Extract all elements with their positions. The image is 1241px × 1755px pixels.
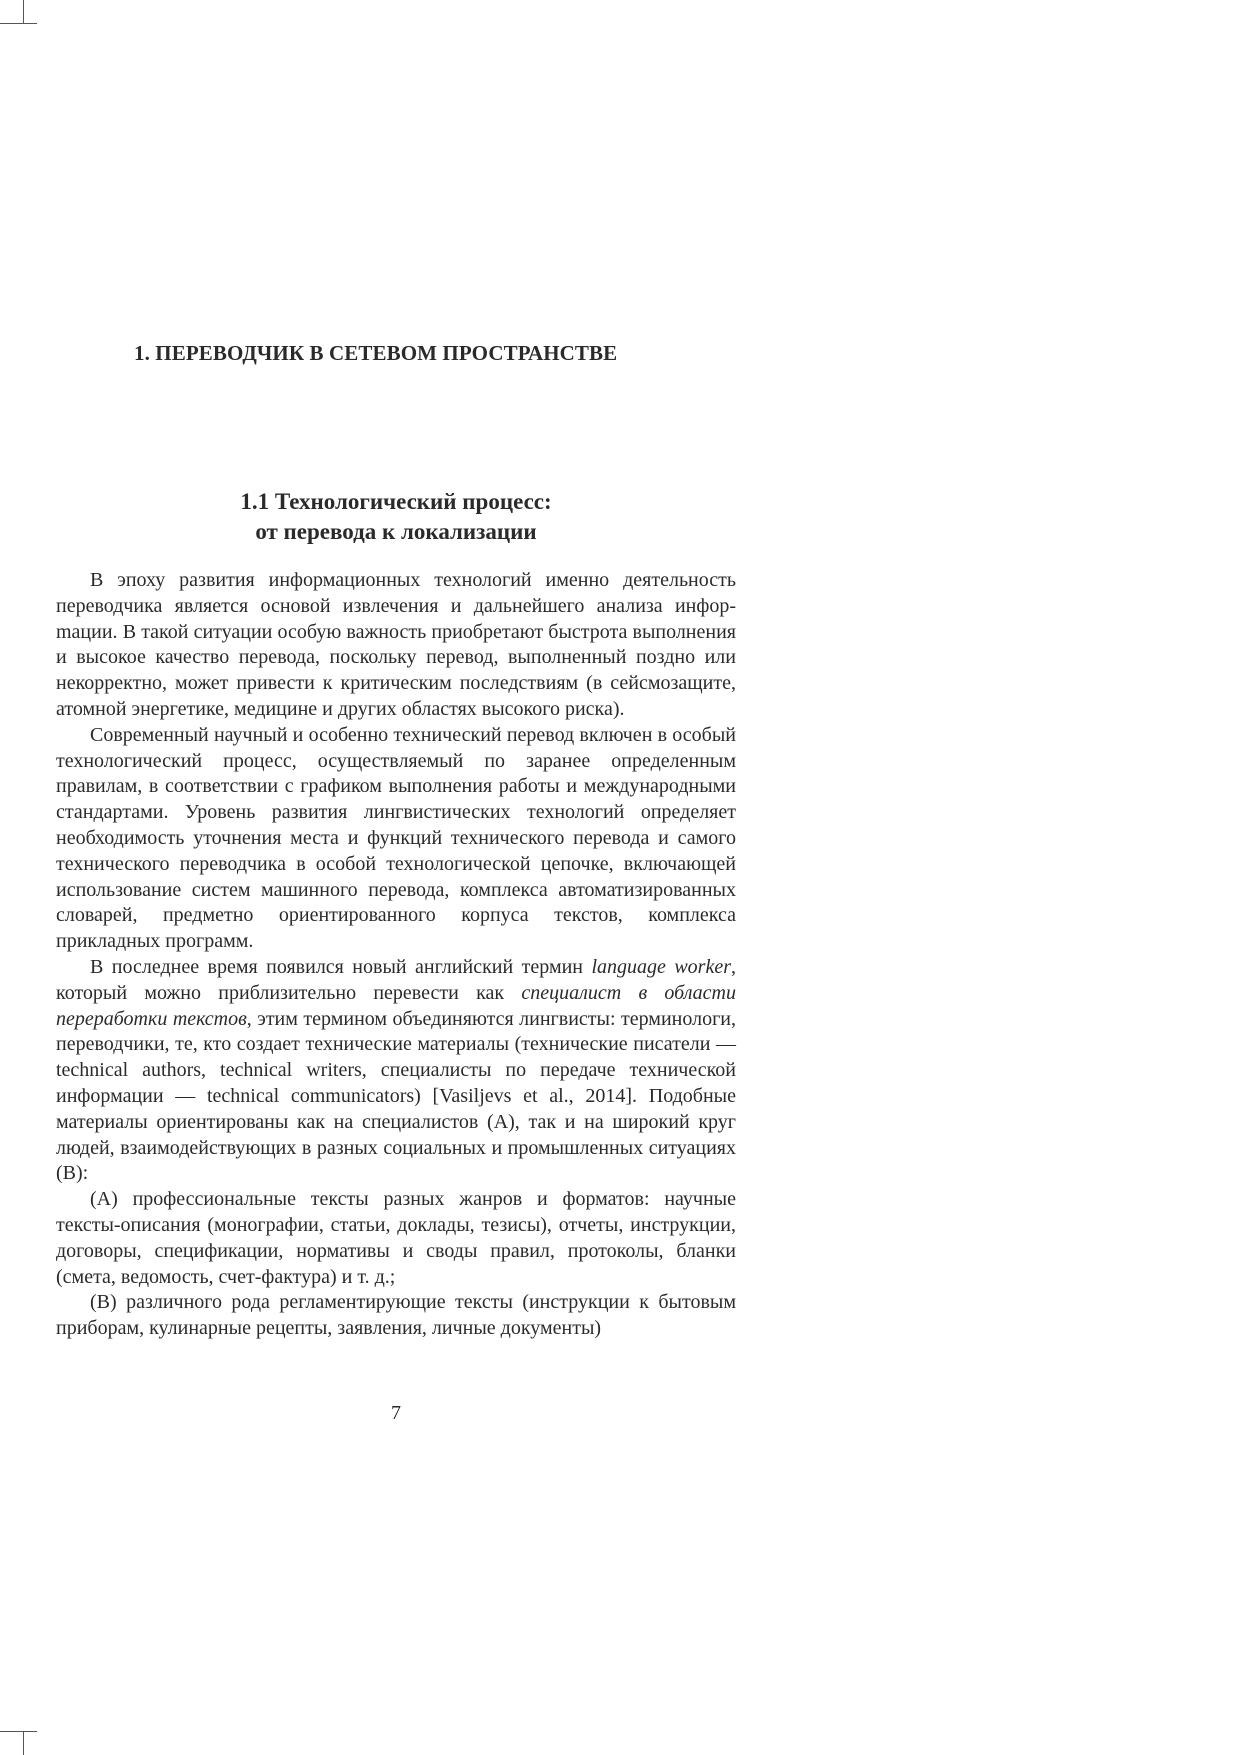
page-number: 7 [391, 1402, 401, 1424]
body-text [56, 568, 736, 1342]
paragraph-4 [56, 1187, 736, 1290]
paragraph-text: , этим термином объединяются лингвисты: терминологи, переводчики, те, кто создает технические материалы (технические писатели — technical authors, technical writers, специалисты по передаче технической информации — technical communicators) [Vasiljevs et al., 2014]. Подобные материалы ориентированы как на специалистов (А), так и на широкий круг людей, взаимодействующих в разных социальных и промышленных ситуациях (В): [56, 1007, 736, 1185]
section-title [56, 487, 736, 547]
term-language-worker: language worker [591, 955, 731, 978]
paragraph-text: В последнее время появился новый английский термин [90, 955, 592, 978]
paragraph-2 [56, 723, 736, 955]
paragraph-text: Современный научный и особенно технический перевод включен в особый технологический процесс, осуществляемый по заранее определенным правилам, в соответствии с графиком выполнения работы и международными стандартами. Уровень развития лингвистических технологий определяет необходимость уточнения места и функций технического перевода и самого технического переводчика в особой технологической цепочке, включающей использование систем машинного перевода, комплекса автоматизированных словарей, предметно ориентированного корпуса текстов, комплекса прикладных программ. [56, 723, 736, 953]
crop-mark-top-left-horizontal [0, 23, 37, 24]
paragraph-5 [56, 1290, 736, 1342]
paragraph-text: , который можно приблизительно перевести как [56, 955, 736, 1004]
crop-mark-bottom-left-vertical [23, 1731, 24, 1755]
paragraph-3 [56, 955, 736, 1187]
paragraph-text: (В) различного рода регламентирующие тексты (инструкции к бытовым приборам, кулинарные рецепты, заявления, личные документы) [56, 1291, 736, 1340]
section-title-line-1: 1.1 Технологический процесс: [240, 489, 552, 514]
paragraph-text: В эпоху развития информационных технологий именно деятельность переводчика является основой извлечения и дальнейшего анализа инфорmации. В такой ситуации особую важность приобретают быстрота выполнения и высокое качество перевода, поскольку перевод, выполненный поздно или некорректно, может привести к критическим последствиям (в сейсмозащите, атомной энергетике, медицине и других областях высокого риска). [56, 569, 736, 720]
section-title-line-2: от перевода к локализации [255, 519, 537, 544]
crop-mark-top-left-vertical [23, 0, 24, 23]
crop-mark-bottom-left-horizontal [0, 1731, 37, 1732]
paragraph-1 [56, 568, 736, 723]
paragraph-text: (А) профессиональные тексты разных жанров и форматов: научные тексты-описания (монографии, статьи, доклады, тезисы), отчеты, инструкции, договоры, спецификации, нормативы и своды правил, протоколы, бланки (смета, ведомость, счет-фактура) и т. д.; [56, 1188, 736, 1288]
term-translation-specialist: специалист в области переработки текстов [56, 981, 736, 1030]
chapter-title: 1. ПЕРЕВОДЧИК В СЕТЕВОМ ПРОСТРАНСТВЕ [134, 341, 618, 365]
